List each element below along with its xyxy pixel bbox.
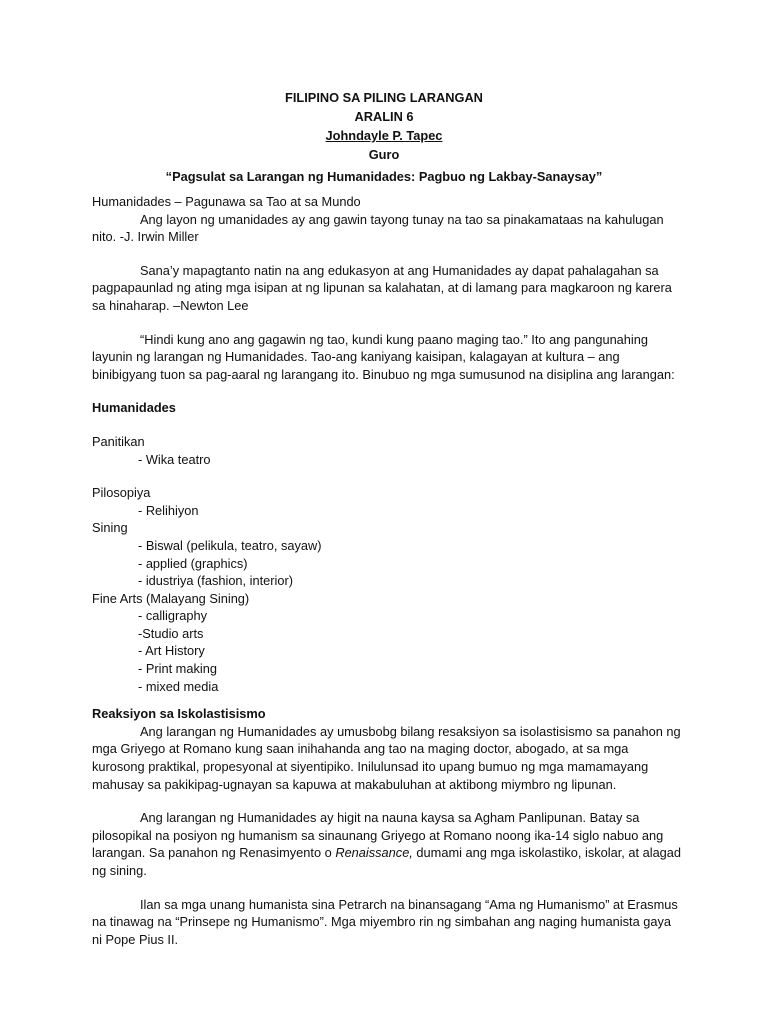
discipline-label-pilosopiya: Pilosopiya xyxy=(92,485,151,501)
reaksiyon-paragraph-2-text: Ang larangan ng Humanidades ay higit na nauna kaysa sa Agham Panlipunan. Batay sa pilosopikal na posiyon ng humanism sa sinaunang Griyego at Romano noong ika-14 siglo nabuo ang larangan. Sa panahon ng Renasimyento o xyxy=(92,810,664,861)
renaissance-term: Renaissance, xyxy=(335,845,413,861)
discipline-item: - mixed media xyxy=(138,678,219,694)
lesson-number: ARALIN 6 xyxy=(354,109,414,124)
document-body xyxy=(92,193,684,948)
quote-miller: Ang layon ng umanidades ay ang gawin tayong tunay na tao sa pinakamataas na kahulugan nito. -J. Irwin Miller xyxy=(92,211,664,245)
section-heading-humanidades-intro: Humanidades – Pagunawa sa Tao at sa Mundo xyxy=(92,194,361,209)
lesson-title: “Pagsulat sa Larangan ng Humanidades: Pagbuo ng Lakbay-Sanaysay” xyxy=(165,169,603,184)
discipline-item: - Print making xyxy=(138,661,217,677)
discipline-item: -Studio arts xyxy=(138,625,204,641)
teacher-name: Johndayle P. Tapec xyxy=(325,128,443,143)
discipline-item: - Relihiyon xyxy=(138,502,199,518)
discipline-item: - idustriya (fashion, interior) xyxy=(138,573,294,589)
course-title: FILIPINO SA PILING LARANGAN xyxy=(285,90,483,105)
discipline-label-sining: Sining xyxy=(92,520,128,536)
reaksiyon-paragraph-3: Ilan sa mga unang humanista sina Petrarch na binansagang “Ama ng Humanismo” at Erasmus na tinawag na “Prinsepe ng Humanismo”. Mga miyembro rin ng simbahan ang naging humanista gaya ni Pope Pius II. xyxy=(92,896,678,947)
discipline-item: - calligraphy xyxy=(138,608,207,624)
document-header xyxy=(0,88,768,164)
disciplines-heading: Humanidades xyxy=(92,400,176,416)
discipline-item: - Biswal (pelikula, teatro, sayaw) xyxy=(138,537,322,553)
discipline-label-fine-arts: Fine Arts (Malayang Sining) xyxy=(92,590,250,606)
quote-lee: Sana’y mapagtanto natin na ang edukasyon at ang Humanidades ay dapat pahalagahan sa pagpapaunlad ng ating mga isipan at ng lipunan sa kalahatan, at di lamang para magkaroon ng karera sa hinaharap. –Newton Lee xyxy=(92,262,672,313)
reaksiyon-paragraph-2 xyxy=(92,809,684,879)
discipline-item: - Wika teatro xyxy=(138,451,211,467)
intro-paragraph: “Hindi kung ano ang gagawin ng tao, kundi kung paano maging tao.” Ito ang pangunahing layunin ng larangan ng Humanidades. Tao-ang kaniyang kaisipan, kalagayan at kultura – ang binibigyang tuon sa pag-aaral ng larangang ito. Binubuo ng mga sumusunod na disiplina ang larangan: xyxy=(92,331,675,382)
discipline-item: - Art History xyxy=(138,643,205,659)
discipline-label-panitikan: Panitikan xyxy=(92,433,145,449)
reaksiyon-paragraph-2-end: dumami ang mga iskolastiko, iskolar, at alagad ng sining. xyxy=(92,845,682,878)
teacher-role: Guro xyxy=(368,147,400,162)
reaksiyon-heading: Reaksiyon sa Iskolastisismo xyxy=(92,706,266,722)
discipline-item: - applied (graphics) xyxy=(138,555,248,571)
reaksiyon-paragraph-1: Ang larangan ng Humanidades ay umusbobg bilang resaksiyon sa isolastisismo sa panahon ng mga Griyego at Romano kung saan inihahanda ang tao na maging doctor, abogado, at sa mga kurosong praktikal, propesyonal at siyentipiko. Inilulunsad ito upang bumuo ng mga mamamayang mahusay sa pakikipag-ugnayan sa kapuwa at makabuluhan at aktibong miymbro ng lipunan. xyxy=(92,723,681,792)
